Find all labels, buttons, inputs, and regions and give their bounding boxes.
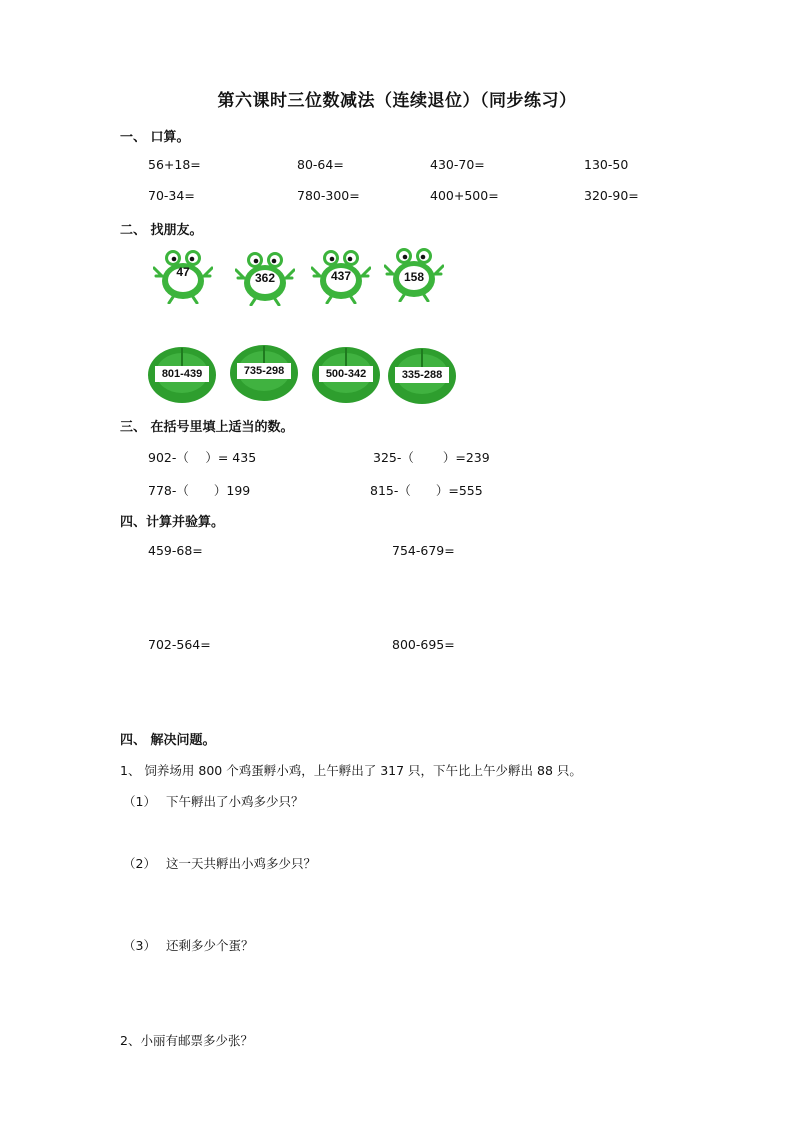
calc-item: 800-695= — [392, 637, 455, 652]
frog-number: 158 — [403, 270, 425, 284]
frog-number: 437 — [330, 269, 352, 283]
question-text: 下午孵出了小鸡多少只？ — [166, 794, 304, 809]
frog-card — [153, 248, 213, 304]
question-number: （2） — [123, 856, 156, 871]
leaf-card — [387, 347, 457, 405]
section-fill-heading: 三、 在括号里填上适当的数。 — [120, 420, 294, 435]
calc-item: 754-679= — [392, 543, 455, 558]
oral-item: 400+500= — [430, 188, 499, 203]
leaf-expression: 801-439 — [155, 366, 209, 382]
page-title: 第六课时三位数减法（连续退位）（同步练习） — [217, 91, 577, 111]
leaf-expression: 735-298 — [237, 363, 291, 379]
question-text: 还剩多少个蛋？ — [166, 938, 254, 953]
oral-item: 80-64= — [297, 157, 344, 172]
oral-item: 130-50 — [584, 157, 629, 172]
fill-item: 778-（ ）199 — [148, 483, 251, 498]
fill-item: 815-（ ）=555 — [370, 483, 483, 498]
leaf-card — [229, 344, 299, 402]
leaf-card — [311, 346, 381, 404]
section-calc-heading: 四、计算并验算。 — [120, 515, 225, 530]
fill-item: 325-（ ）=239 — [373, 450, 490, 465]
oral-item: 430-70= — [430, 157, 485, 172]
frog-card — [311, 248, 371, 304]
problem-2: 2、小丽有邮票多少张？ — [120, 1033, 253, 1048]
frog-card — [384, 246, 444, 302]
oral-item: 780-300= — [297, 188, 360, 203]
section-oral-heading: 一、 口算。 — [120, 130, 190, 145]
section-match-heading: 二、 找朋友。 — [120, 223, 203, 238]
question-number: （1） — [123, 794, 156, 809]
calc-item: 459-68= — [148, 543, 203, 558]
frog-card — [235, 250, 295, 306]
calc-item: 702-564= — [148, 637, 211, 652]
leaf-expression: 500-342 — [319, 366, 373, 382]
oral-item: 320-90= — [584, 188, 639, 203]
question-number: （3） — [123, 938, 156, 953]
question-text: 这一天共孵出小鸡多少只？ — [166, 856, 317, 871]
oral-item: 70-34= — [148, 188, 195, 203]
leaf-card — [147, 346, 217, 404]
fill-item: 902-（ ）= 435 — [148, 450, 257, 465]
frog-number: 47 — [176, 265, 190, 279]
problem-1: 1、 饲养场用 800 个鸡蛋孵小鸡，上午孵出了 317 只，下午比上午少孵出 88 只。 — [120, 763, 582, 778]
leaf-expression: 335-288 — [395, 367, 449, 383]
oral-item: 56+18= — [148, 157, 201, 172]
section-problems-heading: 四、 解决问题。 — [120, 733, 216, 748]
frog-number: 362 — [254, 271, 276, 285]
